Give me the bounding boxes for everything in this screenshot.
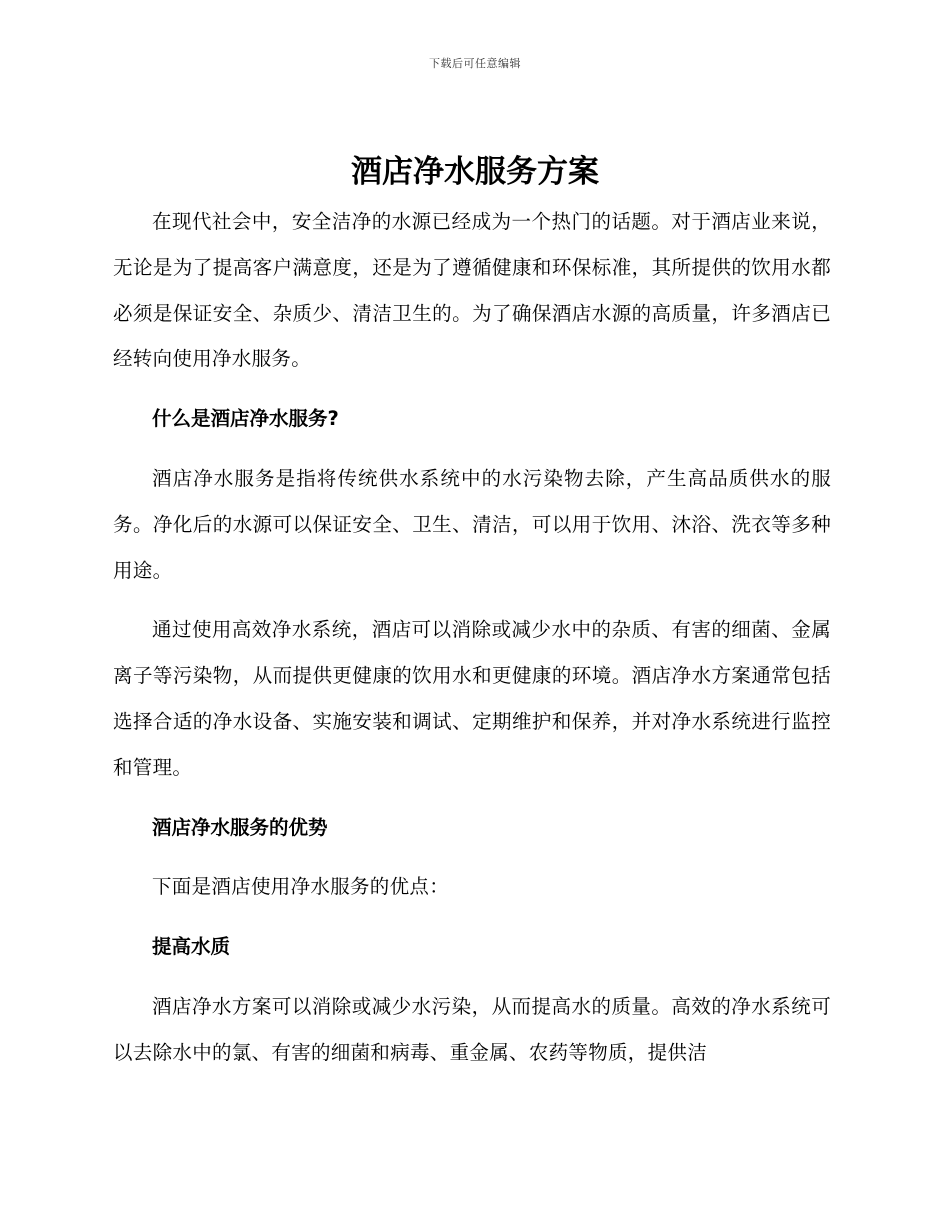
system-paragraph: 通过使用高效净水系统，酒店可以消除或减少水中的杂质、有害的细菌、金属离子等污染物，从而提供更健康的饮用水和更健康的环境。酒店净水方案通常包括选择合适的净水设备、实施安装和调试、定期维护和保养，并对净水系统进行监控和管理。 [113, 618, 831, 779]
section-heading-what-is: 什么是酒店净水服务? [152, 407, 339, 431]
improve-quality-paragraph: 酒店净水方案可以消除或减少水污染，从而提高水的质量。高效的净水系统可以去除水中的氯、有害的细菌和病毒、重金属、农药等物质，提供洁 [113, 994, 831, 1064]
section-heading-advantages: 酒店净水服务的优势 [152, 815, 328, 839]
advantages-intro-paragraph: 下面是酒店使用净水服务的优点： [152, 875, 450, 899]
intro-paragraph: 在现代社会中，安全洁净的水源已经成为一个热门的话题。对于酒店业来说，无论是为了提高客户满意度，还是为了遵循健康和环保标准，其所提供的饮用水都必须是保证安全、杂质少、清洁卫生的。为了确保酒店水源的高质量，许多酒店已经转向使用净水服务。 [113, 210, 831, 371]
definition-paragraph: 酒店净水服务是指将传统供水系统中的水污染物去除，产生高品质供水的服务。净化后的水源可以保证安全、卫生、清洁，可以用于饮用、沐浴、洗衣等多种用途。 [113, 466, 831, 582]
document-title: 酒店净水服务方案 [351, 154, 599, 190]
header-note: 下载后可任意编辑 [429, 57, 521, 70]
document-body [113, 199, 831, 1090]
subheading-improve-quality: 提高水质 [152, 935, 231, 959]
